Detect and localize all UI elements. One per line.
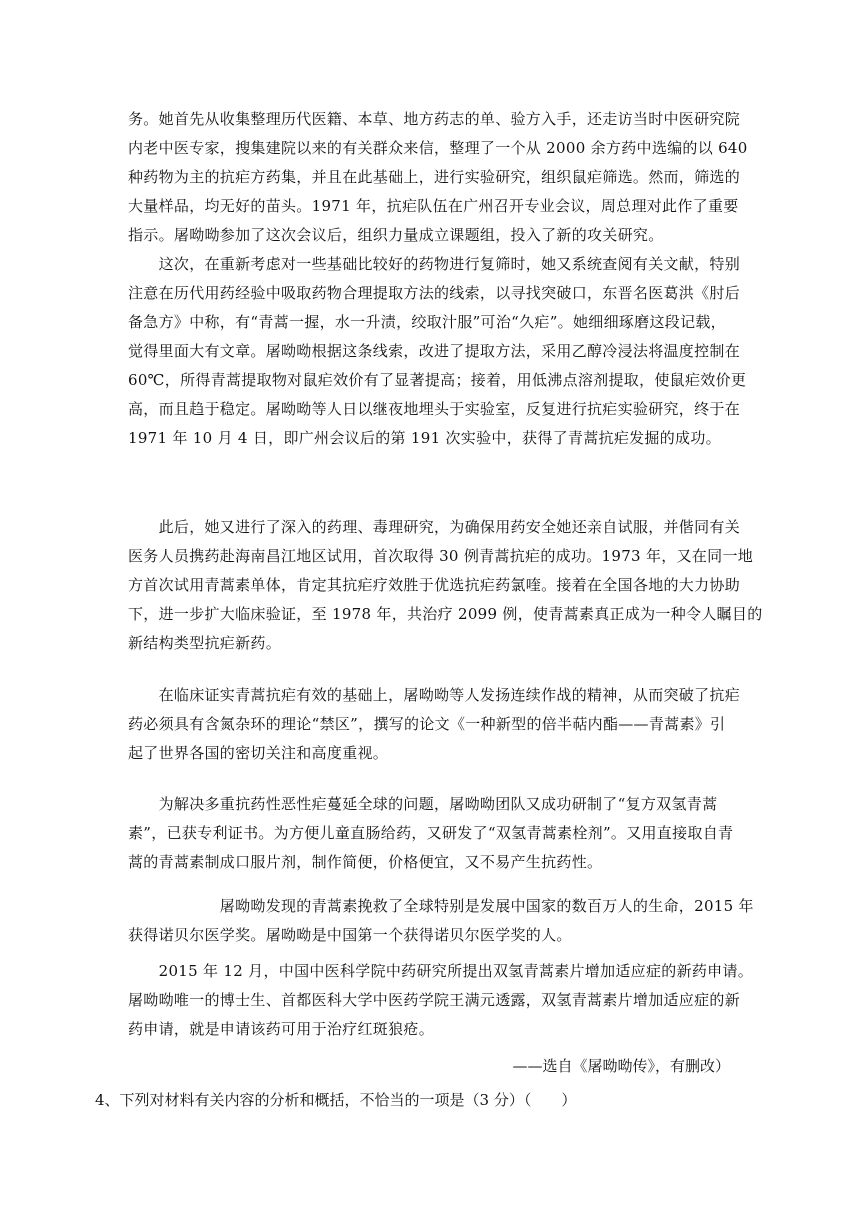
paragraph-6 [128, 892, 754, 950]
paragraph-line: 医务人员携药赴海南昌江地区试用，首次取得 30 例青蒿抗疟的成功。1973 年，又在同一地 [128, 547, 754, 565]
paragraph-line: 屠呦呦发现的青蒿素挽救了全球特别是发展中国家的数百万人的生命，2015 年 [128, 897, 754, 915]
paragraph-5 [128, 790, 734, 877]
paragraph-line: 觉得里面大有文章。屠呦呦根据这条线索，改进了提取方法，采用乙醇冷浸法将温度控制在 [128, 342, 741, 360]
paragraph-4 [128, 681, 741, 768]
paragraph-line: 种药物为主的抗疟方药集，并且在此基础上，进行实验研究，组织鼠疟筛选。然而，筛选的 [128, 168, 741, 186]
paragraph-line: 60℃，所得青蒿提取物对鼠疟效价有了显著提高；接着，用低沸点溶剂提取，使鼠疟效价更 [128, 371, 747, 389]
paragraph-line: 蒿的青蒿素制成口服片剂，制作简便，价格便宜，又不易产生抗药性。 [128, 853, 603, 871]
paragraph-line: 下，进一步扩大临床验证，至 1978 年，共治疗 2099 例，使青蒿素真正成为一种令人瞩目的 [128, 605, 763, 623]
paragraph-line: 备急方》中称，有“青蒿一握，水一升渍，绞取汁服”可治“久疟”。她细细琢磨这段记载， [128, 313, 726, 331]
paragraph-line: 这次，在重新考虑对一些基础比较好的药物进行复筛时，她又系统查阅有关文献，特别 [128, 255, 741, 273]
paragraph-line: 务。她首先从收集整理历代医籍、本草、地方药志的单、验方入手，还走访当时中医研究院 [128, 110, 741, 128]
paragraph-line: 1971 年 10 月 4 日，即广州会议后的第 191 次实验中，获得了青蒿抗疟发掘的成功。 [128, 429, 721, 447]
paragraph-line: 起了世界各国的密切关注和高度重视。 [128, 744, 389, 762]
paragraph-line: 在临床证实青蒿抗疟有效的基础上，屠呦呦等人发扬连续作战的精神，从而突破了抗疟 [128, 686, 741, 704]
paragraph-2 [128, 250, 747, 453]
paragraph-3 [128, 513, 763, 658]
paragraph-line: 此后，她又进行了深入的药理、毒理研究，为确保用药安全她还亲自试服，并偕同有关 [128, 518, 741, 536]
paragraph-line: 方首次试用青蒿素单体，肯定其抗疟疗效胜于优选抗疟药氯喹。接着在全国各地的大力协助 [128, 576, 741, 594]
paragraph-line: 指示。屠呦呦参加了这次会议后，组织力量成立课题组，投入了新的攻关研究。 [128, 226, 664, 244]
paragraph-line: 2015 年 12 月，中国中医科学院中药研究所提出双氢青蒿素片增加适应症的新药申请。 [128, 962, 754, 980]
paragraph-line: 药必须具有含氮杂环的理论“禁区”，撰写的论文《一种新型的倍半萜内酯——青蒿素》引 [128, 715, 726, 733]
paragraph-7 [128, 957, 754, 1044]
paragraph-line: 内老中医专家，搜集建院以来的有关群众来信，整理了一个从 2000 余方药中选编的以 640 [128, 139, 748, 157]
paragraph-line: 获得诺贝尔医学奖。屠呦呦是中国第一个获得诺贝尔医学奖的人。 [128, 926, 572, 944]
paragraph-line: 注意在历代用药经验中吸取药物合理提取方法的线索，以寻找突破口，东晋名医葛洪《肘后 [128, 284, 741, 302]
paragraph-line: 屠呦呦唯一的博士生、首都医科大学中医药学院王满元透露，双氢青蒿素片增加适应症的新 [128, 991, 741, 1009]
paragraph-line: 高，而且趋于稳定。屠呦呦等人日以继夜地埋头于实验室，反复进行抗疟实验研究，终于在 [128, 400, 741, 418]
source-attribution: ——选自《屠呦呦传》，有删改） [512, 1057, 730, 1075]
paragraph-line: 新结构类型抗疟新药。 [128, 634, 282, 652]
question-4: 4、下列对材料有关内容的分析和概括，不恰当的一项是（3 分）（ ） [95, 1091, 577, 1109]
paragraph-line: 为解决多重抗药性恶性疟蔓延全球的问题，屠呦呦团队又成功研制了“复方双氢青蒿 [128, 795, 718, 813]
paragraph-line: 大量样品，均无好的苗头。1971 年，抗疟队伍在广州召开专业会议，周总理对此作了重要 [128, 197, 739, 215]
paragraph-1 [128, 105, 748, 250]
paragraph-line: 药申请，就是申请该药可用于治疗红斑狼疮。 [128, 1020, 435, 1038]
paragraph-line: 素”，已获专利证书。为方便儿童直肠给药，又研发了“双氢青蒿素栓剂”。又用直接取自青 [128, 824, 734, 842]
